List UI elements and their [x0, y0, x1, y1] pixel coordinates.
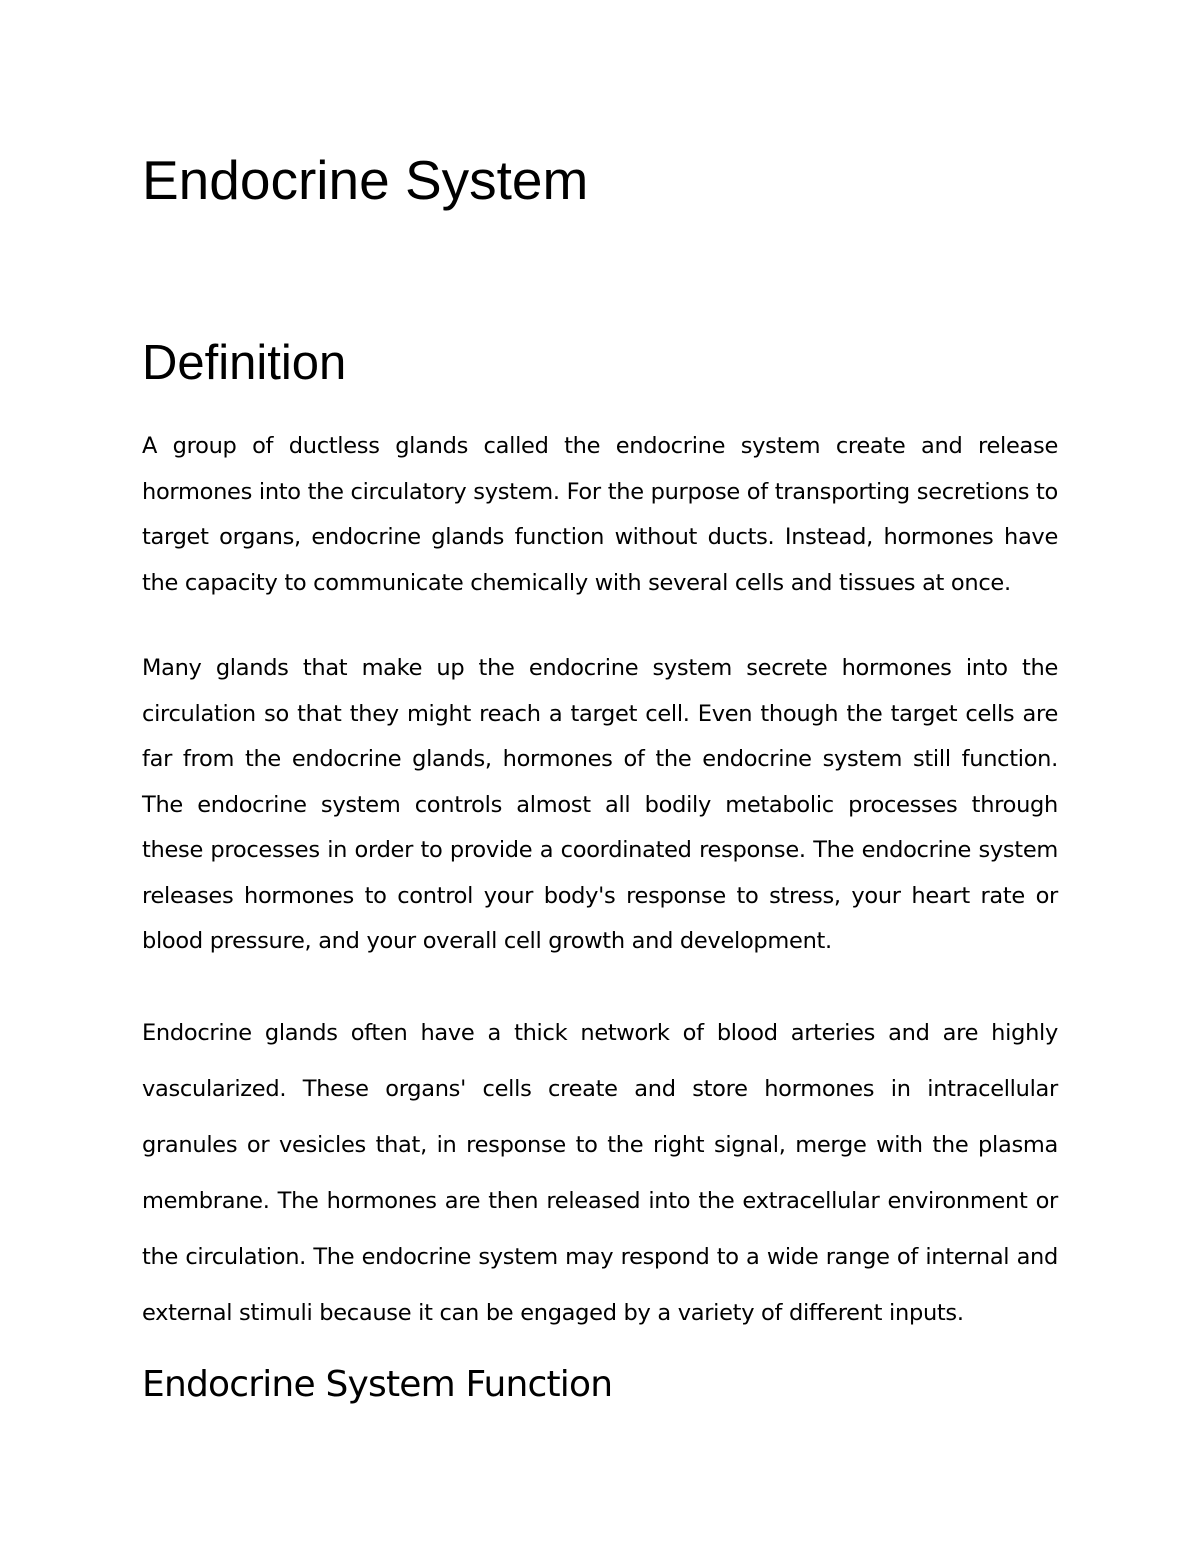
definition-paragraph-1: A group of ductless glands called the endocrine system create and release hormones into the circulatory system. For the purpose of transporting secretions to target organs, endocrine glands function without ducts. Instead, hormones have the capacity to communicate chemically with several cells and tissues at once.	[142, 433, 1058, 596]
definition-paragraph-2: Many glands that make up the endocrine system secrete hormones into the circulation so that they might reach a target cell. Even though the target cells are far from the endocrine glands, hormones of the endocrine system still function. The endocrine system controls almost all bodily metabolic processes through these processes in order to provide a coordinated response. The endocrine system releases hormones to control your body's response to stress, your heart rate or blood pressure, and your overall cell growth and development.	[142, 655, 1058, 954]
section-heading-definition: Definition	[142, 336, 347, 390]
definition-paragraph-3: Endocrine glands often have a thick network of blood arteries and are highly vascularized. These organs' cells create and store hormones in intracellular granules or vesicles that, in response to the right signal, merge with the plasma membrane. The hormones are then released into the extracellular environment or the circulation. The endocrine system may respond to a wide range of internal and external stimuli because it can be engaged by a variety of different inputs.	[142, 1020, 1058, 1326]
document-title: Endocrine System	[142, 149, 589, 211]
section-heading-function: Endocrine System Function	[142, 1364, 613, 1405]
document-page	[142, 0, 1058, 1553]
